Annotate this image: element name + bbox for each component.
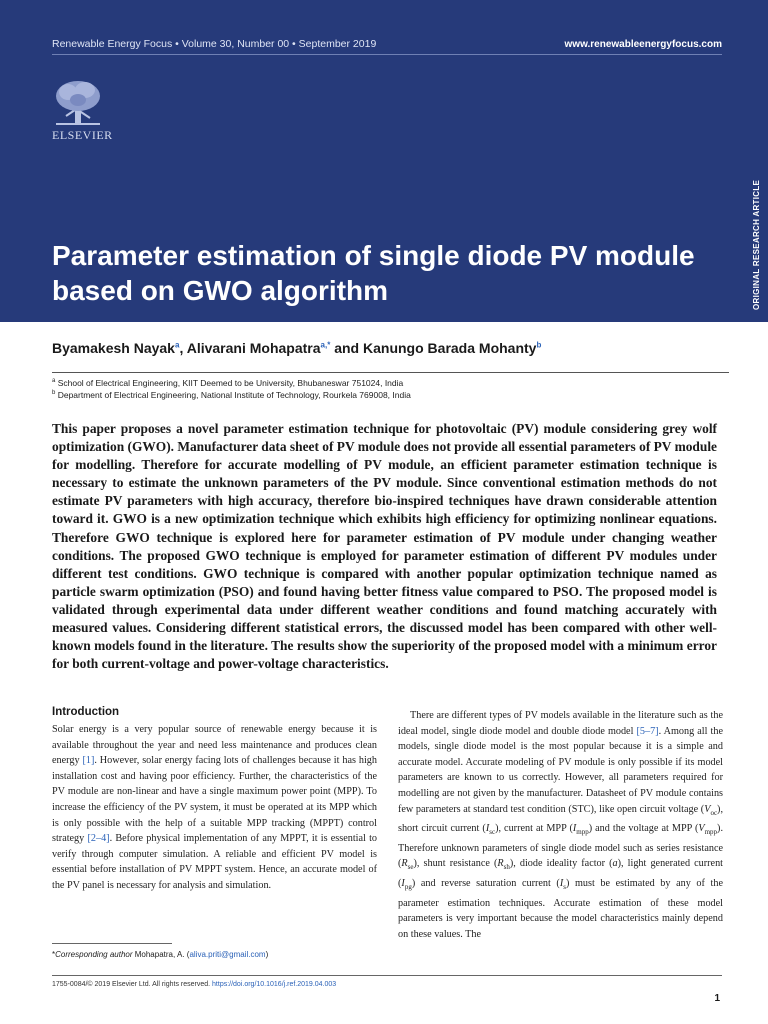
page-number: 1 [714,993,720,1004]
author-list [52,340,541,356]
citation-link[interactable]: [5–7] [636,725,659,737]
symbol: I [559,878,564,890]
body-text: ). Therefore unknown parameters of single diode model such as series resistance ( [398,823,723,870]
citation-link[interactable]: [2–4] [87,833,110,845]
elsevier-tree-logo-icon [52,78,104,126]
affiliation-b [52,390,411,400]
affiliation-marker[interactable]: b [536,340,542,350]
symbol: I [572,823,577,835]
body-text: . Among all the models, single diode model is the most popular because it is a simple and accurate model. Accurate modeling of PV module is only possible if its model parameters are known to us correctly. However, all parameters required for modelling are not given by the manufacturer. Datasheet of PV module contains few parameters at standard test condition (STC), like open circuit voltage ( [398,725,723,815]
body-text: ), diode ideality factor ( [509,858,613,870]
article-type-label: ORIGINAL RESEARCH ARTICLE [752,179,761,310]
symbol: I [485,823,490,835]
affiliation-divider [52,372,729,373]
journal-citation: Renewable Energy Focus • Volume 30, Number 00 • September 2019 [52,38,377,50]
symbol-subscript: sh [503,863,510,872]
symbol: a [612,858,618,870]
journal-url-link[interactable]: www.renewableenergyfocus.com [564,39,722,50]
copyright-line [52,981,336,988]
citation-link[interactable]: [1] [82,755,95,767]
body-text: ) and the voltage at MPP ( [588,823,699,835]
symbol-subscript: sc [489,828,496,837]
header-divider [52,54,722,55]
symbol: R [401,858,408,870]
symbol: R [497,858,504,870]
affiliation-text: Department of Electrical Engineering, National Institute of Technology, Rourkela 769008, India [55,390,411,400]
body-text: There are different types of PV models available in the literature such as the ideal model, single diode model and double diode model [398,710,723,737]
publisher-wordmark: ELSEVIER [52,128,113,142]
affiliation-marker[interactable]: a [174,340,180,350]
author-separator: , [179,340,187,356]
header-banner [0,0,768,322]
body-text: ) and reverse saturation current ( [411,878,560,890]
affiliation-a [52,378,403,388]
body-text: ), short circuit current ( [398,803,723,835]
abstract: This paper proposes a novel parameter estimation technique for photovoltaic (PV) module considering grey wolf optimization (GWO). Manufacturer data sheet of PV module does not provide all essential parameters of PV module for modelling. Therefore for accurate modelling of PV module, an efficient parameter estimation technique is necessary to estimate the unknown parameters of the PV module. Since conventional estimation methods do not estimate PV parameters with high accuracy, therefore bio-inspired techniques have drawn considerable attention toward it. GWO is a new optimization technique which exhibits high efficiency for optimizing nonlinear equations. Therefore GWO technique is explored here for parameter estimation of PV module under changing weather conditions. The proposed GWO technique is employed for parameter estimation of different PV modules under different test conditions. GWO technique is compared with another popular optimization technique named as particle swarm optimization (PSO) and found having better fitness value compared to PSO. The proposed model is validated through experimental data under different weather conditions and found matching accurately with measured values. Considering different statistical errors, the discussed model has been compared with other well-known models found in the literature. The results show the superiority of the proposed model with a minimum error for both current-voltage and power-voltage characteristics. [52,421,717,672]
body-text: ), light generated current ( [398,858,723,890]
article-type-tab [740,170,761,310]
footer-divider [52,975,722,976]
body-text: ), current at MPP ( [495,823,573,835]
copyright-text: 1755-0084/© 2019 Elsevier Ltd. All rights reserved. [52,981,213,988]
footnote-text: ) [265,950,269,959]
intro-left-column [52,722,377,894]
symbol-subscript: s [563,883,566,892]
symbol-subscript: se [407,863,414,872]
symbol: V [704,803,711,815]
footnote-text: Mohapatra, A. ( [132,950,190,959]
symbol-subscript: oc [710,808,718,817]
symbol: I [401,878,405,890]
footnote-star: * [52,950,56,959]
body-text: ) must be estimated by any of the parameter estimation techniques. Accurate estimation of these model parameters is very important because the model characteristics mainly depend on these values. The [398,878,723,940]
footnote-divider [52,943,172,944]
body-text: . Before physical implementation of any MPPT, it is essential to verify through computer simulation. A reliable and efficient PV model is essential before installation of PV MPPT system. Hence, an accurate model of the PV panel is necessary for analysis and simulation. [52,833,378,891]
article-title: Parameter estimation of single diode PV module based on GWO algorithm [52,240,695,306]
author-name: Kanungo Barada Mohanty [363,340,537,356]
author-name: Alivarani Mohapatra [186,340,321,356]
author-name: Byamakesh Nayak [52,340,175,356]
body-text: ), shunt resistance ( [413,858,498,870]
affiliation-text: School of Electrical Engineering, KIIT Deemed to be University, Bhubaneswar 751024, India [55,378,404,388]
symbol-subscript: mpp [576,828,589,837]
symbol-subscript: pg [404,883,412,892]
body-text: Solar energy is a very popular source of renewable energy because it is available throughout the year and need less maintenance and produces clean energy [52,724,377,767]
body-text: . However, solar energy facing lots of challenges because it has high installation cost and having poor efficiency. Further, the characteristics of the PV module are non-linear and have a single maximum power point (MPP). To increase the efficiency of the PV system, it must be operated at its MPP which is only possible with the help of a suitable MPP tracking (MPPT) control strategy [52,755,377,845]
section-heading-introduction: Introduction [52,706,120,718]
affiliation-marker[interactable]: a,* [320,340,331,350]
affiliation-label: a [52,378,56,385]
intro-right-column [398,708,723,942]
corresponding-author-footnote [52,950,268,959]
affiliation-label: b [52,390,56,397]
symbol-subscript: mpp [704,828,718,837]
doi-link[interactable]: https://doi.org/10.1016/j.ref.2019.04.003 [212,981,337,988]
symbol: V [698,823,705,835]
footnote-label: Corresponding author [55,950,133,959]
author-email-link[interactable]: aliva.priti@gmail.com [189,950,266,959]
author-separator: and [330,340,363,356]
